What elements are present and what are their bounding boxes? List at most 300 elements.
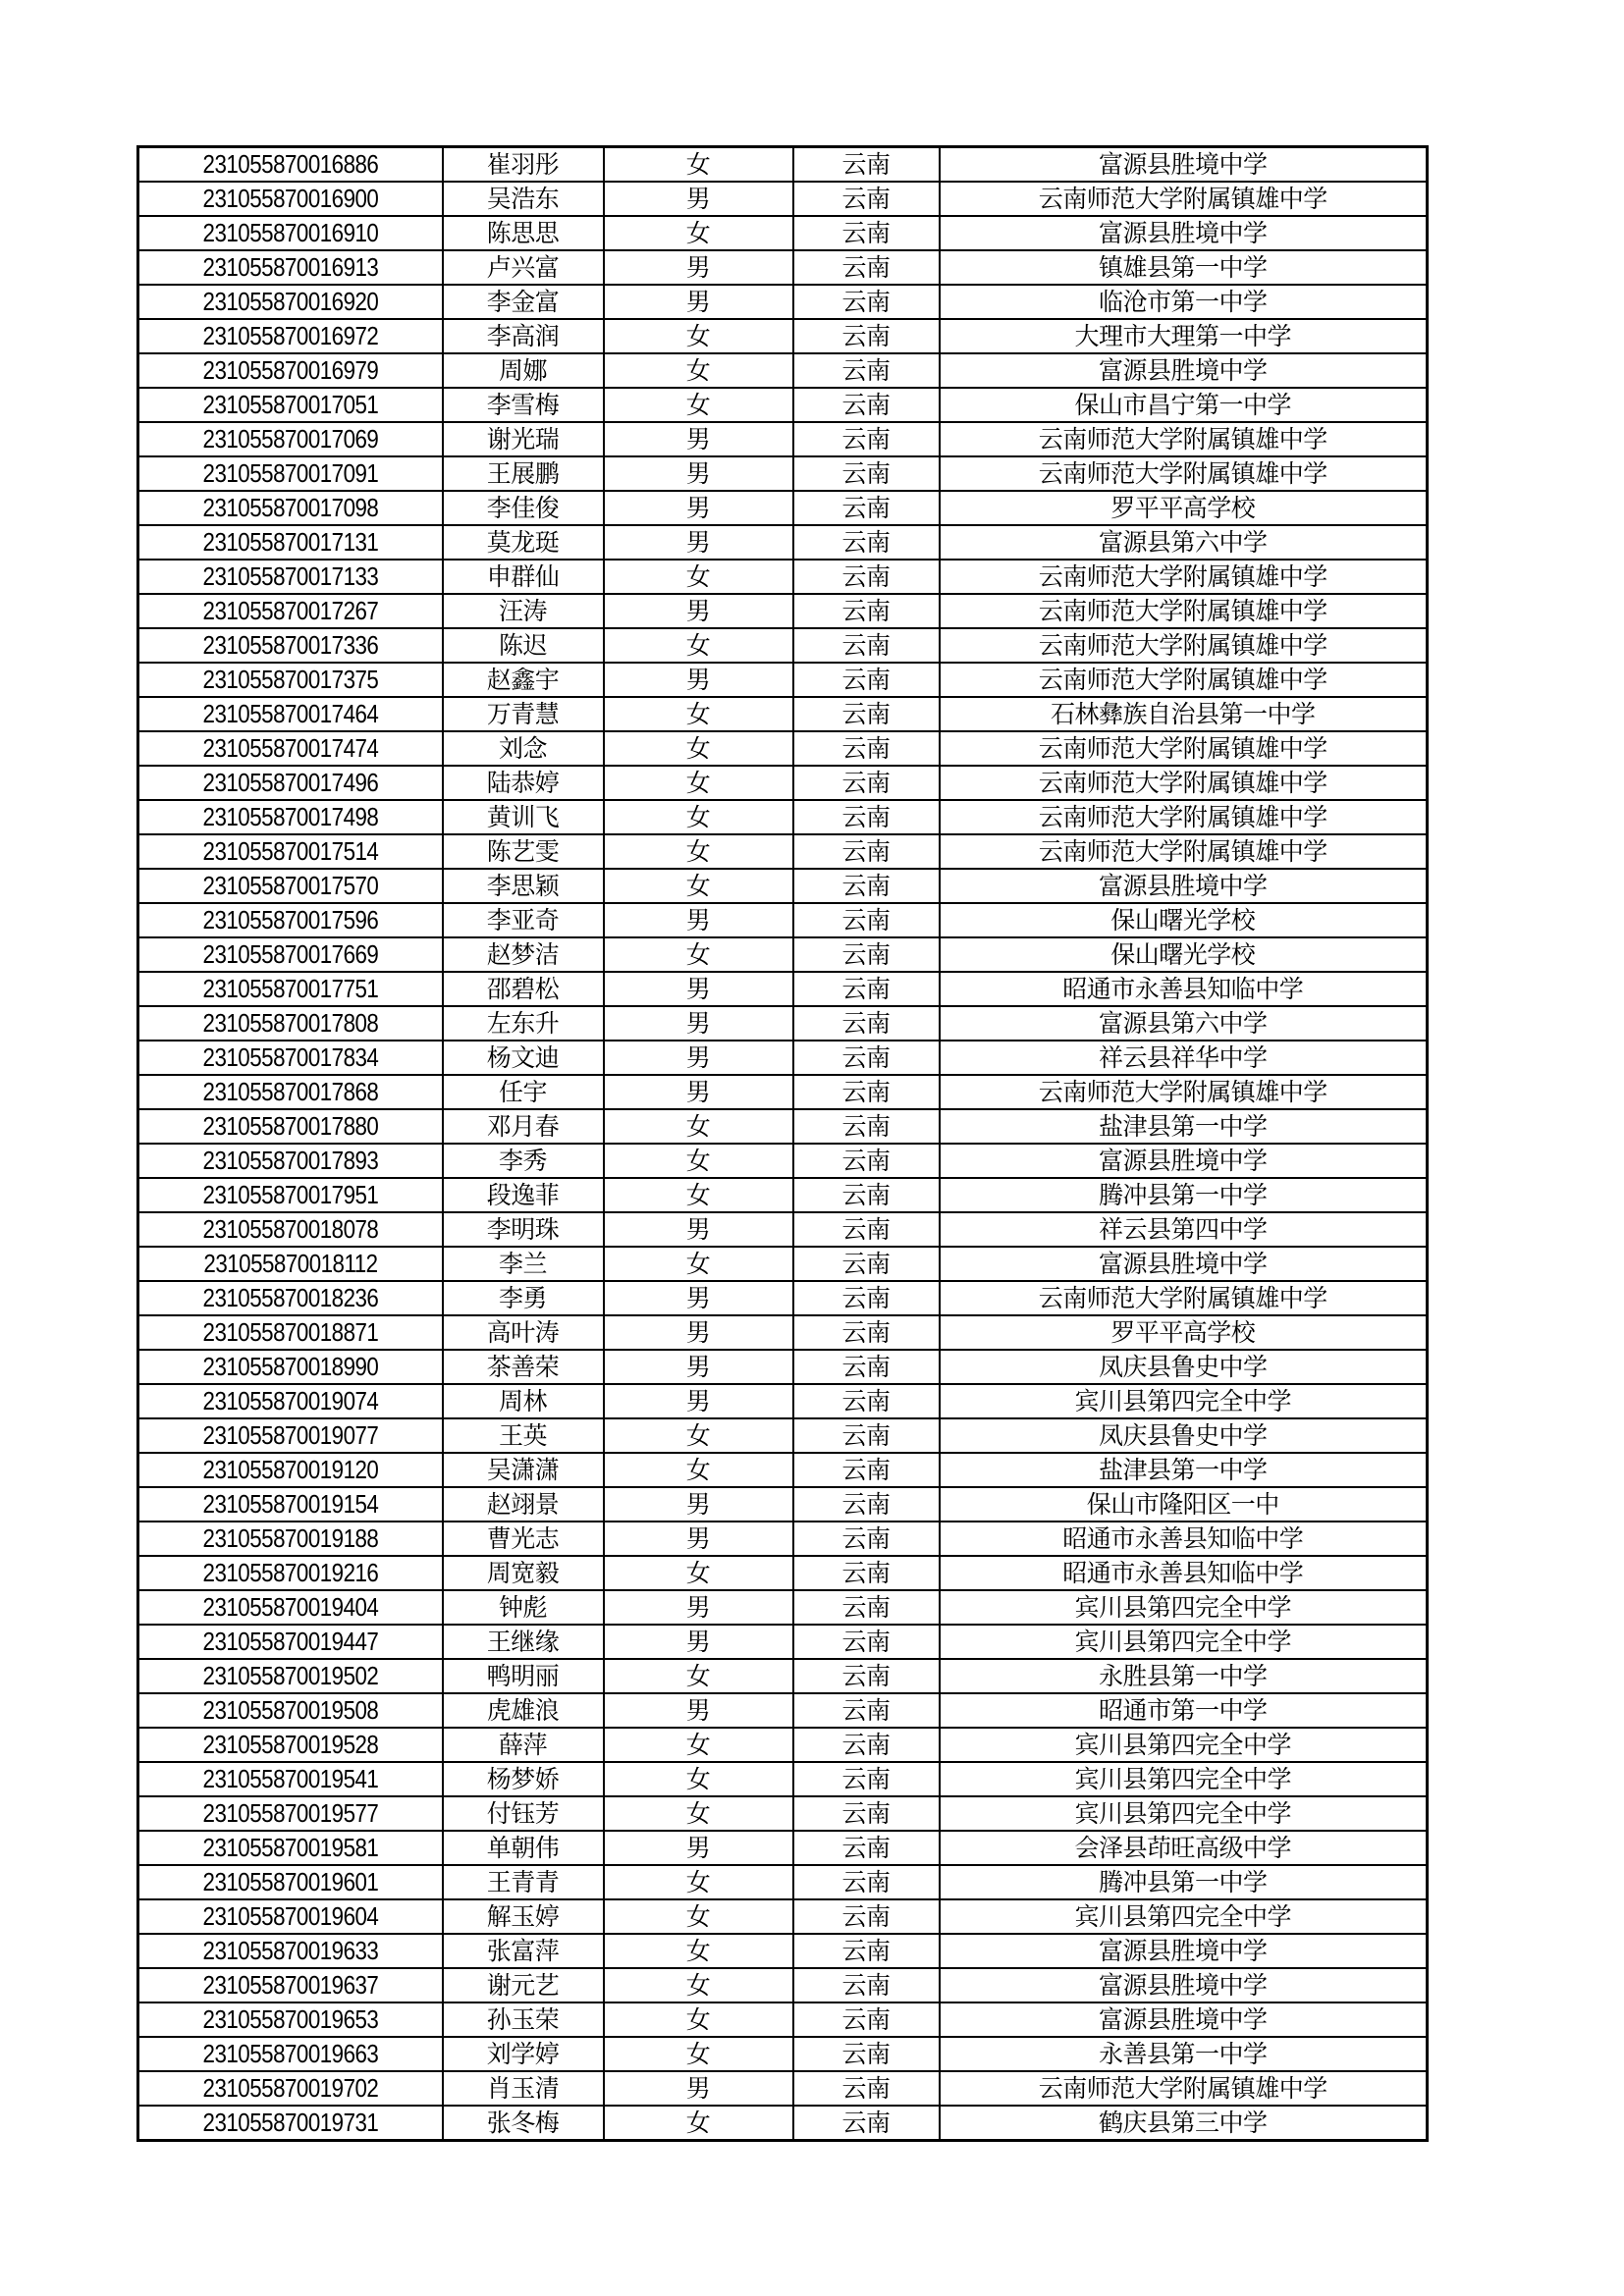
- table-row: [138, 1075, 1428, 1109]
- province-cell: [793, 1625, 940, 1659]
- gender-cell-text: 女: [685, 2040, 711, 2068]
- province-cell: [793, 1556, 940, 1590]
- gender-cell: [604, 182, 793, 216]
- school-cell-text: 宾川县第四完全中学: [1074, 1628, 1291, 1656]
- gender-cell-text: 女: [685, 562, 711, 591]
- exam-id-cell: [138, 1865, 443, 1899]
- exam-id-cell-text: 231055870017464: [202, 699, 379, 728]
- exam-id-cell: [138, 800, 443, 834]
- school-cell-text: 镇雄县第一中学: [1098, 253, 1268, 282]
- school-cell-text: 祥云县第四中学: [1098, 1215, 1268, 1244]
- name-cell-text: 杨文迪: [486, 1043, 560, 1072]
- name-cell-text: 王青青: [486, 1868, 560, 1896]
- gender-cell-text: 男: [685, 1009, 711, 1038]
- name-cell: [443, 1934, 604, 1968]
- school-cell-text: 腾冲县第一中学: [1098, 1868, 1268, 1896]
- table-row: [138, 1487, 1428, 1522]
- school-cell: [940, 1487, 1428, 1522]
- table-row: [138, 1178, 1428, 1212]
- gender-cell-text: 女: [685, 1765, 711, 1793]
- gender-cell: [604, 1590, 793, 1625]
- gender-cell-text: 男: [685, 1318, 711, 1347]
- gender-cell-text: 男: [685, 975, 711, 1003]
- name-cell: [443, 1006, 604, 1041]
- school-cell-text: 永善县第一中学: [1098, 2040, 1268, 2068]
- school-cell: [940, 525, 1428, 560]
- gender-cell: [604, 1384, 793, 1418]
- school-cell-text: 富源县第六中学: [1098, 1009, 1268, 1038]
- name-cell: [443, 1418, 604, 1453]
- school-cell-text: 云南师范大学附属镇雄中学: [1038, 459, 1327, 488]
- province-cell: [793, 182, 940, 216]
- school-cell-text: 会泽县茚旺高级中学: [1074, 1834, 1291, 1862]
- school-cell: [940, 1796, 1428, 1831]
- name-cell-text: 卢兴富: [486, 253, 560, 282]
- gender-cell-text: 女: [685, 1902, 711, 1931]
- name-cell: [443, 972, 604, 1006]
- province-cell-text: 云南: [841, 631, 891, 660]
- roster-body: [138, 147, 1428, 2141]
- school-cell: [940, 491, 1428, 525]
- school-cell-text: 凤庆县鲁史中学: [1098, 1421, 1268, 1450]
- school-cell-text: 富源县胜境中学: [1098, 219, 1268, 247]
- gender-cell: [604, 628, 793, 663]
- name-cell: [443, 560, 604, 594]
- province-cell-text: 云南: [841, 1834, 891, 1862]
- school-cell: [940, 1693, 1428, 1728]
- province-cell-text: 云南: [841, 1971, 891, 2000]
- province-cell: [793, 697, 940, 731]
- gender-cell-text: 女: [685, 391, 711, 419]
- gender-cell: [604, 1762, 793, 1796]
- gender-cell-text: 女: [685, 837, 711, 866]
- exam-id-cell-text: 231055870019653: [202, 2004, 379, 2034]
- exam-id-cell-text: 231055870019120: [202, 1455, 379, 1484]
- exam-id-cell: [138, 1934, 443, 1968]
- gender-cell: [604, 2106, 793, 2141]
- table-row: [138, 1281, 1428, 1315]
- school-cell-text: 大理市大理第一中学: [1074, 322, 1291, 350]
- school-cell: [940, 1281, 1428, 1315]
- name-cell: [443, 1075, 604, 1109]
- school-cell-text: 昭通市永善县知临中学: [1062, 975, 1304, 1003]
- province-cell-text: 云南: [841, 1628, 891, 1656]
- exam-id-cell: [138, 1075, 443, 1109]
- province-cell-text: 云南: [841, 1456, 891, 1484]
- name-cell-text: 李勇: [498, 1284, 547, 1312]
- exam-id-cell-text: 231055870017669: [202, 939, 379, 969]
- name-cell: [443, 1109, 604, 1144]
- school-cell-text: 云南师范大学附属镇雄中学: [1038, 2074, 1327, 2103]
- province-cell: [793, 2106, 940, 2141]
- gender-cell-text: 男: [685, 1490, 711, 1519]
- school-cell: [940, 1350, 1428, 1384]
- province-cell: [793, 1006, 940, 1041]
- gender-cell-text: 男: [685, 459, 711, 488]
- school-cell: [940, 869, 1428, 903]
- name-cell: [443, 869, 604, 903]
- exam-id-cell-text: 231055870019154: [202, 1489, 379, 1519]
- gender-cell-text: 男: [685, 2074, 711, 2103]
- province-cell: [793, 2071, 940, 2106]
- gender-cell-text: 男: [685, 597, 711, 625]
- exam-id-cell: [138, 1762, 443, 1796]
- school-cell: [940, 1212, 1428, 1247]
- exam-id-cell-text: 231055870016913: [202, 252, 379, 282]
- gender-cell: [604, 1418, 793, 1453]
- school-cell: [940, 663, 1428, 697]
- table-row: [138, 1315, 1428, 1350]
- exam-id-cell-text: 231055870017951: [202, 1180, 379, 1209]
- name-cell: [443, 216, 604, 250]
- exam-id-cell: [138, 766, 443, 800]
- name-cell: [443, 1522, 604, 1556]
- exam-id-cell: [138, 182, 443, 216]
- name-cell-text: 吴潇潇: [486, 1456, 560, 1484]
- gender-cell-text: 女: [685, 1799, 711, 1828]
- province-cell-text: 云南: [841, 940, 891, 969]
- province-cell: [793, 663, 940, 697]
- gender-cell-text: 女: [685, 1112, 711, 1141]
- gender-cell: [604, 1796, 793, 1831]
- table-row: [138, 1556, 1428, 1590]
- exam-id-cell: [138, 1590, 443, 1625]
- table-row: [138, 1384, 1428, 1418]
- school-cell: [940, 319, 1428, 353]
- table-row: [138, 731, 1428, 766]
- school-cell-text: 宾川县第四完全中学: [1074, 1593, 1291, 1622]
- school-cell-text: 盐津县第一中学: [1098, 1456, 1268, 1484]
- school-cell-text: 宾川县第四完全中学: [1074, 1765, 1291, 1793]
- exam-id-cell-text: 231055870018871: [202, 1317, 379, 1347]
- school-cell-text: 云南师范大学附属镇雄中学: [1038, 1078, 1327, 1106]
- exam-id-cell: [138, 1728, 443, 1762]
- province-cell-text: 云南: [841, 906, 891, 934]
- school-cell: [940, 560, 1428, 594]
- province-cell-text: 云南: [841, 2040, 891, 2068]
- gender-cell-text: 男: [685, 528, 711, 557]
- exam-id-cell-text: 231055870017880: [202, 1111, 379, 1141]
- gender-cell: [604, 594, 793, 628]
- exam-id-cell-text: 231055870019541: [202, 1764, 379, 1793]
- name-cell: [443, 628, 604, 663]
- table-row: [138, 697, 1428, 731]
- name-cell: [443, 353, 604, 388]
- province-cell: [793, 766, 940, 800]
- school-cell: [940, 1522, 1428, 1556]
- gender-cell-text: 男: [685, 906, 711, 934]
- school-cell-text: 富源县第六中学: [1098, 528, 1268, 557]
- exam-id-cell-text: 231055870017496: [202, 768, 379, 797]
- school-cell: [940, 1865, 1428, 1899]
- school-cell-text: 云南师范大学附属镇雄中学: [1038, 631, 1327, 660]
- exam-id-cell: [138, 1041, 443, 1075]
- school-cell: [940, 1556, 1428, 1590]
- gender-cell-text: 男: [685, 1353, 711, 1381]
- name-cell: [443, 1281, 604, 1315]
- province-cell: [793, 937, 940, 972]
- exam-id-cell: [138, 1350, 443, 1384]
- table-row: [138, 663, 1428, 697]
- exam-id-cell: [138, 2002, 443, 2037]
- table-row: [138, 1728, 1428, 1762]
- table-row: [138, 285, 1428, 319]
- school-cell-text: 宾川县第四完全中学: [1074, 1387, 1291, 1415]
- name-cell-text: 赵梦洁: [486, 940, 560, 969]
- table-row: [138, 456, 1428, 491]
- province-cell-text: 云南: [841, 1696, 891, 1725]
- gender-cell-text: 男: [685, 494, 711, 522]
- school-cell: [940, 731, 1428, 766]
- table-row: [138, 628, 1428, 663]
- province-cell: [793, 1178, 940, 1212]
- province-cell-text: 云南: [841, 219, 891, 247]
- gender-cell-text: 男: [685, 1215, 711, 1244]
- gender-cell-text: 女: [685, 150, 711, 179]
- school-cell: [940, 1728, 1428, 1762]
- province-cell-text: 云南: [841, 1147, 891, 1175]
- province-cell: [793, 834, 940, 869]
- exam-id-cell: [138, 1212, 443, 1247]
- exam-id-cell: [138, 1315, 443, 1350]
- table-row: [138, 903, 1428, 937]
- name-cell-text: 莫龙珽: [486, 528, 560, 557]
- province-cell-text: 云南: [841, 1524, 891, 1553]
- province-cell-text: 云南: [841, 1250, 891, 1278]
- gender-cell-text: 女: [685, 700, 711, 728]
- gender-cell: [604, 1315, 793, 1350]
- school-cell-text: 富源县胜境中学: [1098, 2005, 1268, 2034]
- name-cell: [443, 1728, 604, 1762]
- table-row: [138, 216, 1428, 250]
- name-cell: [443, 1315, 604, 1350]
- province-cell: [793, 903, 940, 937]
- name-cell-text: 鸭明丽: [486, 1662, 560, 1690]
- province-cell: [793, 1041, 940, 1075]
- table-row: [138, 2002, 1428, 2037]
- school-cell: [940, 937, 1428, 972]
- name-cell: [443, 422, 604, 456]
- name-cell: [443, 491, 604, 525]
- exam-id-cell: [138, 1281, 443, 1315]
- gender-cell: [604, 937, 793, 972]
- province-cell: [793, 972, 940, 1006]
- name-cell: [443, 1659, 604, 1693]
- gender-cell: [604, 1281, 793, 1315]
- exam-id-cell-text: 231055870018236: [202, 1283, 379, 1312]
- province-cell: [793, 525, 940, 560]
- gender-cell: [604, 250, 793, 285]
- exam-id-cell-text: 231055870017868: [202, 1077, 379, 1106]
- school-cell: [940, 1006, 1428, 1041]
- table-row: [138, 1693, 1428, 1728]
- name-cell: [443, 594, 604, 628]
- name-cell: [443, 1693, 604, 1728]
- school-cell-text: 盐津县第一中学: [1098, 1112, 1268, 1141]
- table-row: [138, 422, 1428, 456]
- name-cell-text: 茶善荣: [486, 1353, 560, 1381]
- gender-cell: [604, 1453, 793, 1487]
- school-cell-text: 云南师范大学附属镇雄中学: [1038, 734, 1327, 763]
- name-cell: [443, 388, 604, 422]
- name-cell-text: 王英: [498, 1421, 547, 1450]
- name-cell-text: 段逸菲: [486, 1181, 560, 1209]
- province-cell-text: 云南: [841, 562, 891, 591]
- gender-cell: [604, 1212, 793, 1247]
- gender-cell-text: 男: [685, 425, 711, 454]
- table-row: [138, 1899, 1428, 1934]
- province-cell-text: 云南: [841, 2074, 891, 2103]
- school-cell: [940, 1075, 1428, 1109]
- gender-cell-text: 女: [685, 1731, 711, 1759]
- exam-id-cell-text: 231055870019502: [202, 1661, 379, 1690]
- exam-id-cell: [138, 1178, 443, 1212]
- school-cell: [940, 903, 1428, 937]
- gender-cell-text: 男: [685, 1593, 711, 1622]
- school-cell: [940, 628, 1428, 663]
- exam-id-cell-text: 231055870017808: [202, 1008, 379, 1038]
- exam-id-cell: [138, 697, 443, 731]
- school-cell: [940, 2106, 1428, 2141]
- name-cell-text: 付钰芳: [486, 1799, 560, 1828]
- gender-cell: [604, 1522, 793, 1556]
- gender-cell-text: 男: [685, 1696, 711, 1725]
- name-cell-text: 李亚奇: [486, 906, 560, 934]
- school-cell-text: 富源县胜境中学: [1098, 150, 1268, 179]
- gender-cell: [604, 903, 793, 937]
- gender-cell-text: 男: [685, 1078, 711, 1106]
- name-cell: [443, 1247, 604, 1281]
- province-cell-text: 云南: [841, 1215, 891, 1244]
- exam-id-cell-text: 231055870017474: [202, 733, 379, 763]
- school-cell-text: 云南师范大学附属镇雄中学: [1038, 597, 1327, 625]
- name-cell-text: 肖玉清: [486, 2074, 560, 2103]
- exam-id-cell: [138, 594, 443, 628]
- table-row: [138, 766, 1428, 800]
- province-cell-text: 云南: [841, 1421, 891, 1450]
- exam-id-cell-text: 231055870017131: [202, 527, 379, 557]
- exam-id-cell-text: 231055870017498: [202, 802, 379, 831]
- gender-cell: [604, 972, 793, 1006]
- school-cell: [940, 1625, 1428, 1659]
- name-cell-text: 汪涛: [498, 597, 547, 625]
- exam-id-cell: [138, 731, 443, 766]
- table-row: [138, 800, 1428, 834]
- name-cell-text: 单朝伟: [486, 1834, 560, 1862]
- exam-id-cell-text: 231055870019581: [202, 1833, 379, 1862]
- exam-id-cell: [138, 525, 443, 560]
- province-cell: [793, 491, 940, 525]
- gender-cell: [604, 800, 793, 834]
- province-cell-text: 云南: [841, 185, 891, 213]
- exam-id-cell-text: 231055870019663: [202, 2039, 379, 2068]
- exam-id-cell: [138, 456, 443, 491]
- school-cell-text: 昭通市第一中学: [1098, 1696, 1268, 1725]
- name-cell: [443, 250, 604, 285]
- gender-cell: [604, 1728, 793, 1762]
- gender-cell-text: 女: [685, 872, 711, 900]
- name-cell: [443, 2071, 604, 2106]
- name-cell: [443, 182, 604, 216]
- table-row: [138, 1247, 1428, 1281]
- gender-cell: [604, 834, 793, 869]
- school-cell: [940, 1109, 1428, 1144]
- gender-cell-text: 男: [685, 1284, 711, 1312]
- name-cell: [443, 766, 604, 800]
- gender-cell: [604, 319, 793, 353]
- province-cell: [793, 1899, 940, 1934]
- gender-cell-text: 女: [685, 1937, 711, 1965]
- school-cell: [940, 766, 1428, 800]
- school-cell-text: 云南师范大学附属镇雄中学: [1038, 803, 1327, 831]
- gender-cell: [604, 353, 793, 388]
- exam-id-cell-text: 231055870019404: [202, 1592, 379, 1622]
- name-cell: [443, 456, 604, 491]
- name-cell-text: 孙玉荣: [486, 2005, 560, 2034]
- gender-cell: [604, 1934, 793, 1968]
- table-row: [138, 1831, 1428, 1865]
- school-cell-text: 腾冲县第一中学: [1098, 1181, 1268, 1209]
- province-cell: [793, 1418, 940, 1453]
- name-cell-text: 谢光瑞: [486, 425, 560, 454]
- school-cell: [940, 594, 1428, 628]
- name-cell: [443, 800, 604, 834]
- table-row: [138, 1212, 1428, 1247]
- province-cell-text: 云南: [841, 1937, 891, 1965]
- exam-id-cell-text: 231055870016900: [202, 184, 379, 213]
- name-cell-text: 周宽毅: [486, 1559, 560, 1587]
- exam-id-cell-text: 231055870019528: [202, 1730, 379, 1759]
- school-cell-text: 富源县胜境中学: [1098, 1937, 1268, 1965]
- name-cell: [443, 1453, 604, 1487]
- school-cell-text: 云南师范大学附属镇雄中学: [1038, 185, 1327, 213]
- school-cell: [940, 2037, 1428, 2071]
- table-row: [138, 972, 1428, 1006]
- province-cell: [793, 422, 940, 456]
- name-cell-text: 刘念: [498, 734, 547, 763]
- name-cell: [443, 147, 604, 183]
- gender-cell: [604, 525, 793, 560]
- province-cell: [793, 1212, 940, 1247]
- name-cell: [443, 903, 604, 937]
- gender-cell: [604, 2071, 793, 2106]
- table-row: [138, 1865, 1428, 1899]
- exam-id-cell-text: 231055870019188: [202, 1523, 379, 1553]
- gender-cell-text: 女: [685, 1559, 711, 1587]
- exam-id-cell: [138, 1659, 443, 1693]
- province-cell-text: 云南: [841, 1387, 891, 1415]
- province-cell-text: 云南: [841, 1112, 891, 1141]
- province-cell: [793, 1109, 940, 1144]
- name-cell: [443, 1899, 604, 1934]
- province-cell-text: 云南: [841, 528, 891, 557]
- school-cell: [940, 1315, 1428, 1350]
- name-cell: [443, 1625, 604, 1659]
- exam-id-cell-text: 231055870018078: [202, 1214, 379, 1244]
- exam-id-cell: [138, 353, 443, 388]
- province-cell-text: 云南: [841, 1353, 891, 1381]
- name-cell-text: 张冬梅: [486, 2109, 560, 2137]
- exam-id-cell: [138, 1693, 443, 1728]
- exam-id-cell: [138, 834, 443, 869]
- exam-id-cell-text: 231055870017514: [202, 836, 379, 866]
- gender-cell: [604, 1625, 793, 1659]
- gender-cell-text: 女: [685, 1662, 711, 1690]
- province-cell-text: 云南: [841, 734, 891, 763]
- school-cell-text: 罗平平高学校: [1110, 1318, 1256, 1347]
- table-row: [138, 525, 1428, 560]
- table-row: [138, 388, 1428, 422]
